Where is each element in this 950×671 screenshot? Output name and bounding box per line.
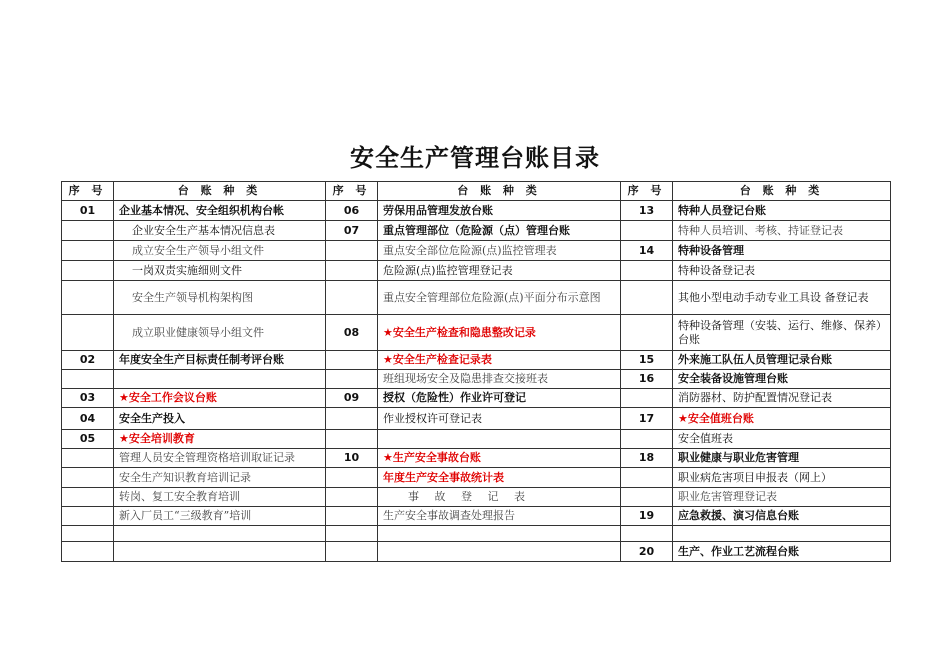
ledger-item: ★安全工作会议台账 [114, 389, 326, 408]
ledger-item [378, 542, 621, 562]
ledger-item: 作业授权许可登记表 [378, 408, 621, 430]
table-row [62, 241, 891, 261]
ledger-item: 特种设备管理（安装、运行、维修、保养）台账 [673, 315, 891, 351]
row-number: 17 [621, 408, 673, 430]
row-number: 07 [326, 221, 378, 241]
ledger-item: 特种设备管理 [673, 241, 891, 261]
row-number [621, 315, 673, 351]
row-number: 05 [62, 430, 114, 449]
header-no: 序 号 [326, 182, 378, 201]
header-row [62, 182, 891, 201]
row-number [326, 351, 378, 370]
ledger-item: 消防器材、防护配置情况登记表 [673, 389, 891, 408]
row-number [621, 468, 673, 488]
ledger-item [673, 526, 891, 542]
row-number: 14 [621, 241, 673, 261]
row-number: 08 [326, 315, 378, 351]
row-number [326, 430, 378, 449]
ledger-item: ★安全生产检查和隐患整改记录 [378, 315, 621, 351]
ledger-item: 应急救援、演习信息台账 [673, 507, 891, 526]
table-row [62, 507, 891, 526]
row-number: 04 [62, 408, 114, 430]
row-number [62, 468, 114, 488]
ledger-item: 一岗双责实施细则文件 [114, 261, 326, 281]
row-number [62, 526, 114, 542]
table-row [62, 221, 891, 241]
table-row [62, 281, 891, 315]
row-number [326, 281, 378, 315]
ledger-item [114, 370, 326, 389]
row-number [621, 261, 673, 281]
table-row [62, 468, 891, 488]
row-number: 13 [621, 201, 673, 221]
table-row [62, 389, 891, 408]
page-title: 安全生产管理台账目录 [350, 144, 600, 172]
ledger-item [114, 526, 326, 542]
row-number [326, 468, 378, 488]
ledger-item [378, 526, 621, 542]
row-number: 20 [621, 542, 673, 562]
ledger-body [62, 201, 891, 562]
row-number [62, 241, 114, 261]
ledger-item: 安全生产投入 [114, 408, 326, 430]
table-row [62, 315, 891, 351]
ledger-item: 安全装备设施管理台账 [673, 370, 891, 389]
row-number: 16 [621, 370, 673, 389]
ledger-item: ★生产安全事故台账 [378, 449, 621, 468]
ledger-item: 企业基本情况、安全组织机构台帐 [114, 201, 326, 221]
ledger-item: ★安全值班台账 [673, 408, 891, 430]
table-row [62, 430, 891, 449]
header-type: 台 账 种 类 [673, 182, 891, 201]
row-number: 18 [621, 449, 673, 468]
row-number [621, 488, 673, 507]
row-number [326, 507, 378, 526]
ledger-item: 生产、作业工艺流程台账 [673, 542, 891, 562]
ledger-item: 安全生产领导机构架构图 [114, 281, 326, 315]
table-row [62, 488, 891, 507]
row-number [621, 389, 673, 408]
ledger-item: 重点管理部位（危险源（点）管理台账 [378, 221, 621, 241]
ledger-item: 转岗、复工安全教育培训 [114, 488, 326, 507]
ledger-item: 生产安全事故调查处理报告 [378, 507, 621, 526]
row-number [326, 261, 378, 281]
ledger-item: 成立安全生产领导小组文件 [114, 241, 326, 261]
row-number [62, 542, 114, 562]
row-number: 15 [621, 351, 673, 370]
row-number [621, 221, 673, 241]
ledger-item: 特种人员培训、考核、持证登记表 [673, 221, 891, 241]
ledger-item: 职业健康与职业危害管理 [673, 449, 891, 468]
table-row [62, 449, 891, 468]
ledger-item: 企业安全生产基本情况信息表 [114, 221, 326, 241]
row-number [326, 370, 378, 389]
row-number [62, 488, 114, 507]
ledger-item: ★安全生产检查记录表 [378, 351, 621, 370]
ledger-item: 劳保用品管理发放台账 [378, 201, 621, 221]
ledger-table [61, 181, 891, 562]
ledger-item: 管理人员安全管理资格培训取证记录 [114, 449, 326, 468]
row-number [62, 221, 114, 241]
table-row [62, 526, 891, 542]
row-number: 06 [326, 201, 378, 221]
table-row [62, 408, 891, 430]
ledger-item: 新入厂员工“三级教育”培训 [114, 507, 326, 526]
table-row [62, 261, 891, 281]
ledger-item: 外来施工队伍人员管理记录台账 [673, 351, 891, 370]
ledger-item: 安全值班表 [673, 430, 891, 449]
ledger-item: 年度生产安全事故统计表 [378, 468, 621, 488]
ledger-item: 事 故 登 记 表 [378, 488, 621, 507]
row-number [62, 507, 114, 526]
row-number [62, 449, 114, 468]
row-number: 19 [621, 507, 673, 526]
ledger-item: 班组现场安全及隐患排查交接班表 [378, 370, 621, 389]
table-row [62, 542, 891, 562]
ledger-item [378, 430, 621, 449]
table-row [62, 370, 891, 389]
row-number [62, 370, 114, 389]
row-number [621, 430, 673, 449]
row-number [62, 281, 114, 315]
row-number [326, 241, 378, 261]
header-type: 台 账 种 类 [114, 182, 326, 201]
row-number: 01 [62, 201, 114, 221]
row-number [326, 526, 378, 542]
ledger-item: 其他小型电动手动专业工具设 备登记表 [673, 281, 891, 315]
ledger-item: 安全生产知识教育培训记录 [114, 468, 326, 488]
ledger-item: 职业病危害项目申报表（网上） [673, 468, 891, 488]
row-number: 10 [326, 449, 378, 468]
ledger-item: ★安全培训教育 [114, 430, 326, 449]
row-number [621, 281, 673, 315]
row-number [62, 315, 114, 351]
ledger-item: 特种设备登记表 [673, 261, 891, 281]
ledger-item: 重点安全管理部位危险源(点)平面分布示意图 [378, 281, 621, 315]
row-number: 09 [326, 389, 378, 408]
row-number [326, 408, 378, 430]
ledger-item: 年度安全生产目标责任制考评台账 [114, 351, 326, 370]
table-row [62, 201, 891, 221]
header-no: 序 号 [62, 182, 114, 201]
header-type: 台 账 种 类 [378, 182, 621, 201]
ledger-item: 危险源(点)监控管理登记表 [378, 261, 621, 281]
row-number [326, 488, 378, 507]
ledger-item: 成立职业健康领导小组文件 [114, 315, 326, 351]
ledger-item [114, 542, 326, 562]
header-no: 序 号 [621, 182, 673, 201]
ledger-item: 特种人员登记台账 [673, 201, 891, 221]
ledger-item: 重点安全部位危险源(点)监控管理表 [378, 241, 621, 261]
row-number: 02 [62, 351, 114, 370]
table-row [62, 351, 891, 370]
ledger-item: 授权（危险性）作业许可登记 [378, 389, 621, 408]
row-number [62, 261, 114, 281]
ledger-item: 职业危害管理登记表 [673, 488, 891, 507]
row-number [326, 542, 378, 562]
row-number [621, 526, 673, 542]
row-number: 03 [62, 389, 114, 408]
